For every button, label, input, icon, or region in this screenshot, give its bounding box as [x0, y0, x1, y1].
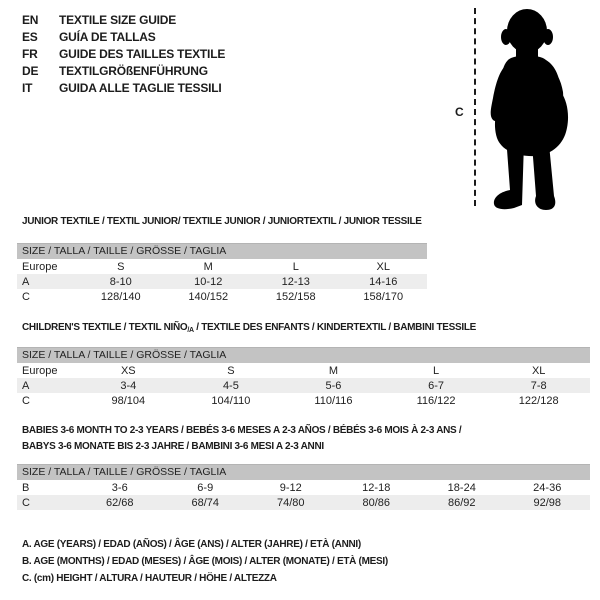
lang-code: DE [22, 64, 39, 78]
age-cell: 9-12 [279, 481, 302, 494]
size-cell: S [227, 364, 235, 377]
height-cell: 152/158 [275, 290, 316, 303]
row-label: A [22, 379, 30, 392]
size-cell: M [328, 364, 339, 377]
size-cell: M [203, 260, 213, 273]
height-cell: 80/86 [362, 496, 391, 509]
age-cell: 14-16 [369, 275, 398, 288]
section-heading-babies [22, 423, 461, 455]
age-cell: 8-10 [109, 275, 132, 288]
height-cell: 74/80 [276, 496, 305, 509]
size-cell: L [433, 364, 440, 377]
height-cell: 122/128 [518, 394, 559, 407]
section-heading-junior: JUNIOR TEXTILE / TEXTIL JUNIOR/ TEXTILE JUNIOR / JUNIORTEXTIL / JUNIOR TESSILE [22, 216, 422, 227]
table-row [17, 495, 590, 510]
age-cell: 18-24 [447, 481, 476, 494]
height-cell: 92/98 [533, 496, 562, 509]
height-cell: 86/92 [447, 496, 476, 509]
row-label: C [22, 394, 30, 407]
footnote-a: A. AGE (YEARS) / EDAD (AÑOS) / ÂGE (ANS) / ALTER (JAHRE) / ETÀ (ANNI) [22, 539, 361, 550]
row-label: C [22, 290, 30, 303]
section-heading-children [22, 320, 476, 339]
row-label: C [22, 496, 30, 509]
lang-row-fr [22, 46, 225, 63]
heading-text: / TEXTILE DES ENFANTS / KINDERTEXTIL / BAMBINI TESSILE [193, 322, 477, 333]
lang-title: GUIDA ALLE TAGLIE TESSILI [59, 81, 222, 95]
height-cell: 62/68 [105, 496, 134, 509]
size-cell: L [292, 260, 299, 273]
footnote-c: C. (cm) HEIGHT / ALTURA / HAUTEUR / HÖHE / ALTEZZA [22, 573, 277, 584]
junior-size-table [17, 243, 427, 304]
age-cell: 24-36 [533, 481, 562, 494]
language-title-block [22, 12, 225, 97]
babies-size-table [17, 464, 590, 510]
row-label: Europe [22, 364, 58, 377]
footnote-b: B. AGE (MONTHS) / EDAD (MESES) / ÂGE (MOIS) / ALTER (MONATE) / ETÀ (MESI) [22, 556, 388, 567]
table-row [17, 274, 427, 289]
height-cell: 158/170 [363, 290, 404, 303]
size-cell: XL [531, 364, 546, 377]
height-cell: 140/152 [188, 290, 229, 303]
heading-line-1: BABIES 3-6 MONTH TO 2-3 YEARS / BEBÉS 3-6 MESES A 2-3 AÑOS / BÉBÉS 3-6 MOIS À 2-3 ANS / [22, 425, 462, 436]
table-row [17, 480, 590, 495]
table-header-bar: SIZE / TALLA / TAILLE / GRÖSSE / TAGLIA [17, 464, 590, 480]
age-cell: 4-5 [222, 379, 239, 392]
lang-code: FR [22, 47, 38, 61]
age-cell: 3-4 [120, 379, 137, 392]
lang-title: GUIDE DES TAILLES TEXTILE [59, 47, 226, 61]
lang-row-de [22, 63, 225, 80]
height-cell: 104/110 [211, 394, 251, 407]
lang-title: GUÍA DE TALLAS [59, 30, 156, 44]
table-row [17, 363, 590, 378]
lang-title: TEXTILGRÖßENFÜHRUNG [59, 64, 208, 78]
lang-code: EN [22, 13, 39, 27]
row-label: Europe [22, 260, 58, 273]
footnotes-block [22, 536, 388, 587]
age-cell: 6-9 [197, 481, 214, 494]
table-header-bar: SIZE / TALLA / TAILLE / GRÖSSE / TAGLIA [17, 347, 590, 363]
lang-code: IT [22, 81, 33, 95]
age-cell: 7-8 [530, 379, 547, 392]
heading-text: CHILDREN'S TEXTILE / TEXTIL NIÑO [22, 322, 188, 333]
height-cell: 128/140 [100, 290, 141, 303]
lang-title: TEXTILE SIZE GUIDE [59, 13, 177, 27]
height-cell: 98/104 [111, 394, 146, 407]
height-measure-dashed-line [474, 8, 476, 206]
size-cell: XS [120, 364, 136, 377]
height-cell: 116/122 [416, 394, 456, 407]
age-cell: 6-7 [428, 379, 445, 392]
heading-subscript: /A [187, 327, 194, 334]
size-cell: S [117, 260, 125, 273]
standing-toddler-silhouette-image [486, 6, 586, 212]
row-label: B [22, 481, 30, 494]
height-cell: 68/74 [191, 496, 220, 509]
children-size-table [17, 347, 590, 408]
table-row [17, 378, 590, 393]
age-cell: 3-6 [111, 481, 128, 494]
table-header-bar: SIZE / TALLA / TAILLE / GRÖSSE / TAGLIA [17, 243, 427, 259]
heading-line-2: BABYS 3-6 MONATE BIS 2-3 JAHRE / BAMBINI 3-6 MESI A 2-3 ANNI [22, 441, 324, 452]
age-cell: 12-18 [362, 481, 391, 494]
lang-row-en [22, 12, 225, 29]
lang-row-es [22, 29, 225, 46]
table-row [17, 393, 590, 408]
size-cell: XL [376, 260, 390, 273]
age-cell: 10-12 [194, 275, 223, 288]
age-cell: 12-13 [281, 275, 310, 288]
lang-row-it [22, 80, 225, 97]
height-cell: 110/116 [314, 394, 353, 407]
table-row [17, 259, 427, 274]
height-measure-label: C [455, 105, 464, 119]
table-row [17, 289, 427, 304]
lang-code: ES [22, 30, 38, 44]
row-label: A [22, 275, 30, 288]
age-cell: 5-6 [325, 379, 342, 392]
